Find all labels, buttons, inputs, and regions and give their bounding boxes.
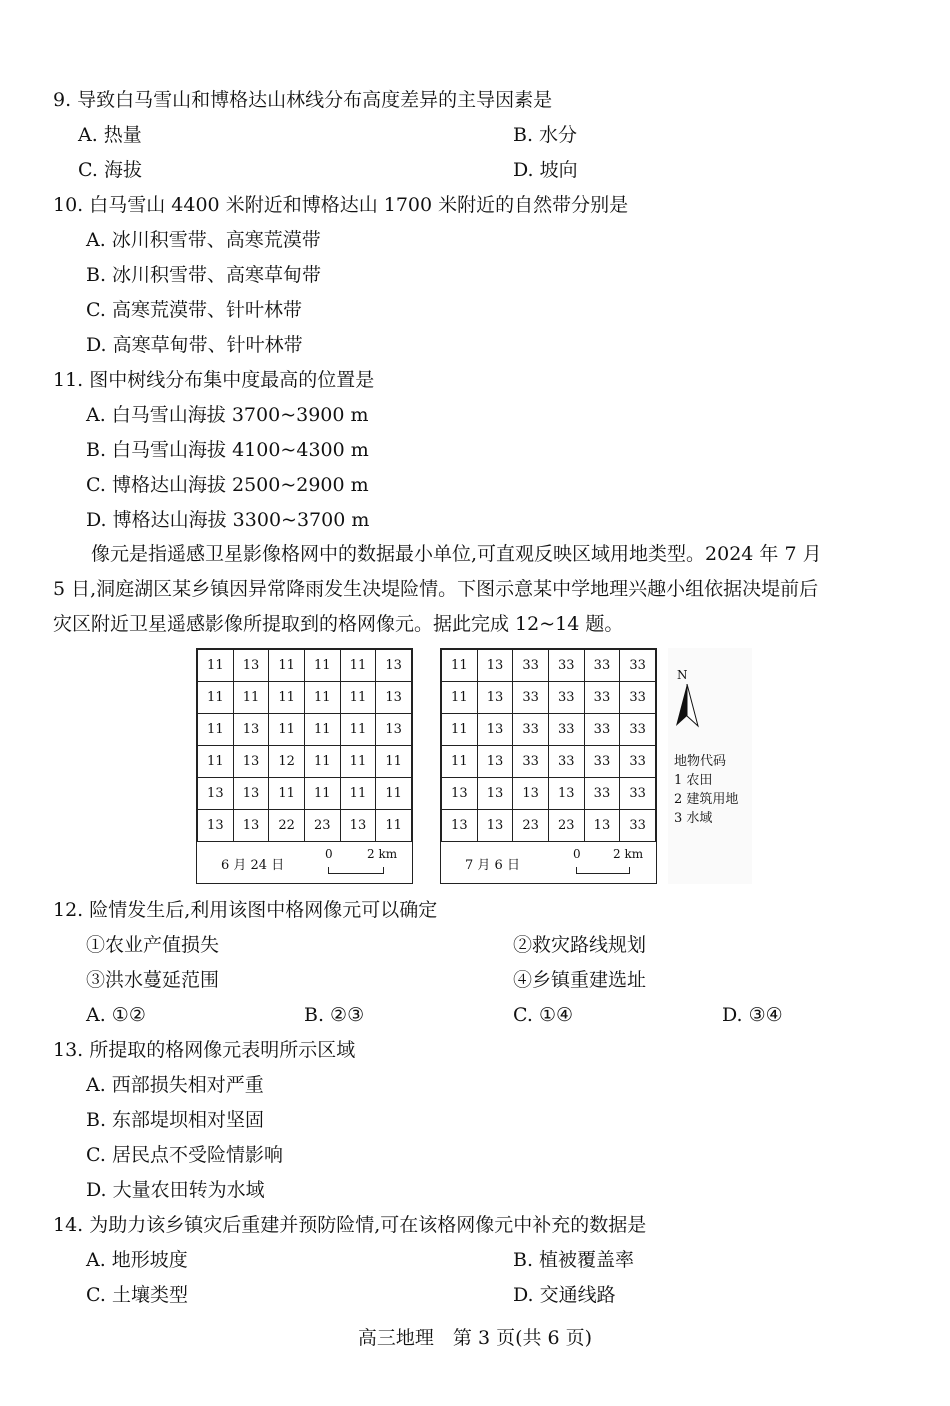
grid-after-cell-set-cell: 33 [548,682,584,714]
grid-after-cell-set-cell: 33 [513,682,549,714]
grid-after-cell-set-cell: 33 [584,746,620,778]
grid-after-cell-set-cell: 13 [442,778,478,810]
scale-zero-after: 0 [573,847,581,861]
question-9-option-b: B. 水分 [513,124,578,146]
grid-after-cell-set-cell: 13 [477,682,513,714]
grid-before-cell-set-row [198,714,412,746]
grid-after-cell-set-cell: 11 [442,650,478,682]
grid-before-cell-set-cell: 13 [376,650,412,682]
grid-after-cell-set-cell: 13 [548,778,584,810]
question-11-option-b: B. 白马雪山海拔 4100~4300 m [86,439,369,461]
date-label-after: 7 月 6 日 [465,858,520,873]
grid-before-cell-set-row [198,778,412,810]
grid-before-cell-set-cell: 13 [233,778,269,810]
grid-after-cell-set-row [442,746,656,778]
grid-before-cell-set-cell: 11 [198,682,234,714]
map-legend [668,648,752,884]
grid-before-cell-set-cell: 11 [304,778,340,810]
grid-before-cell-set-cell: 11 [376,810,412,842]
grid-before-cell-set-row [198,682,412,714]
grid-after-cell-set-cell: 11 [442,746,478,778]
question-11-stem: 11. 图中树线分布集中度最高的位置是 [53,369,375,391]
grid-before-cell-set-cell: 11 [340,714,376,746]
grid-after-cell-set-cell: 11 [442,714,478,746]
grid-after-cell-set-cell: 33 [620,650,656,682]
grid-after-cell-set-cell: 33 [584,714,620,746]
date-label-before: 6 月 24 日 [221,858,285,873]
grid-after-cell-set-cell: 33 [513,650,549,682]
grid-before-cell-set-cell: 23 [304,810,340,842]
panel-footer-after [441,843,656,883]
question-10-option-b: B. 冰川积雪带、高寒草甸带 [86,264,322,286]
question-10-stem: 10. 白马雪山 4400 米附近和博格达山 1700 米附近的自然带分别是 [53,194,629,216]
grid-before-cell-set-cell: 11 [304,746,340,778]
grid-before-cell-set-cell: 13 [198,778,234,810]
grid-before-cell-set-cell: 11 [198,650,234,682]
question-13-option-a: A. 西部损失相对严重 [86,1074,264,1096]
grid-after-cell-set-cell: 13 [477,714,513,746]
grid-after-cell-set-cell: 23 [548,810,584,842]
grid-before-cell-set-cell: 11 [304,714,340,746]
grid-before-cell-set-cell: 11 [269,778,305,810]
grid-before [197,649,412,842]
scale-bar-before [328,867,384,874]
question-12-option-b: B. ②③ [304,1004,365,1026]
grid-before-cell-set-cell: 12 [269,746,305,778]
question-13-option-d: D. 大量农田转为水域 [86,1179,265,1201]
legend-title: 地物代码 [674,754,727,769]
grid-before-cell-set-cell: 11 [304,650,340,682]
grid-before-cell-set-cell: 11 [340,746,376,778]
question-10-option-d: D. 高寒草甸带、针叶林带 [86,334,303,356]
legend-item-water: 3 水域 [674,811,713,826]
grid-after-cell-set-cell: 13 [477,810,513,842]
question-12-statement-2: ②救灾路线规划 [513,934,647,956]
grid-before-cell-set-cell: 11 [376,778,412,810]
legend-item-farmland: 1 农田 [674,773,713,788]
grid-before-cell-set-cell: 11 [340,778,376,810]
scale-zero-before: 0 [325,847,333,861]
legend-item-construction: 2 建筑用地 [674,792,739,807]
question-13-option-c: C. 居民点不受险情影响 [86,1144,283,1166]
grid-after-cell-set-row [442,682,656,714]
pixel-grid-figure [196,648,752,884]
question-14-option-a: A. 地形坡度 [86,1249,188,1271]
grid-before-cell-set-cell: 11 [198,714,234,746]
north-label: N [677,668,688,682]
grid-panel-before [196,648,413,884]
question-9-option-d: D. 坡向 [513,159,578,181]
question-9-option-a: A. 热量 [78,124,142,146]
grid-after-cell-set-cell: 33 [620,714,656,746]
question-10-option-c: C. 高寒荒漠带、针叶林带 [86,299,302,321]
grid-after-cell-set-cell: 33 [548,650,584,682]
grid-after-cell-set-cell: 33 [584,682,620,714]
grid-after-cell-set-cell: 11 [442,682,478,714]
grid-before-cell-set-cell: 13 [233,810,269,842]
grid-before-cell-set-cell: 11 [269,714,305,746]
question-12-stem: 12. 险情发生后,利用该图中格网像元可以确定 [53,899,438,921]
grid-after-cell-set-cell: 33 [513,746,549,778]
question-9-stem: 9. 导致白马雪山和博格达山林线分布高度差异的主导因素是 [53,89,553,111]
grid-before-cell-set-cell: 22 [269,810,305,842]
grid-after-cell-set-cell: 33 [548,746,584,778]
grid-before-cell-set-row [198,746,412,778]
grid-after-cell-set-row [442,810,656,842]
question-12-option-c: C. ①④ [513,1004,574,1026]
grid-after-cell-set-cell: 33 [584,650,620,682]
grid-before-cell-set-cell: 13 [233,714,269,746]
north-arrow-icon [674,684,700,728]
passage-line-2: 5 日,洞庭湖区某乡镇因异常降雨发生决堤险情。下图示意某中学地理兴趣小组依据决堤前后 [53,578,819,600]
grid-before-cell-set-cell: 11 [233,682,269,714]
grid-before-cell-set-cell: 11 [198,746,234,778]
grid-before-cell-set-cell: 13 [340,810,376,842]
question-13-stem: 13. 所提取的格网像元表明所示区域 [53,1039,356,1061]
grid-panel-after [440,648,657,884]
passage-line-3: 灾区附近卫星遥感影像所提取到的格网像元。据此完成 12~14 题。 [53,613,624,635]
grid-before-cell-set-cell: 13 [233,650,269,682]
grid-before-cell-set-cell: 13 [376,682,412,714]
grid-after-cell-set-cell: 33 [620,682,656,714]
question-14-stem: 14. 为助力该乡镇灾后重建并预防险情,可在该格网像元中补充的数据是 [53,1214,647,1236]
grid-after-cell-set-cell: 33 [513,714,549,746]
question-12-statement-1: ①农业产值损失 [86,934,220,956]
grid-before-cell-set-cell: 13 [198,810,234,842]
question-11-option-d: D. 博格达山海拔 3300~3700 m [86,509,370,531]
grid-after-cell-set-cell: 13 [513,778,549,810]
grid-after-cell-set-row [442,650,656,682]
question-14-option-d: D. 交通线路 [513,1284,616,1306]
grid-before-cell-set-row [198,810,412,842]
question-12-statement-4: ④乡镇重建选址 [513,969,647,991]
question-12-option-d: D. ③④ [722,1004,783,1026]
question-11-option-a: A. 白马雪山海拔 3700~3900 m [86,404,369,426]
grid-after-cell-set-cell: 23 [513,810,549,842]
grid-before-cell-set-cell: 11 [376,746,412,778]
grid-after-cell-set-cell: 33 [548,714,584,746]
grid-after-cell-set-cell: 13 [477,746,513,778]
grid-after-cell-set-cell: 33 [620,778,656,810]
grid-after-cell-set-cell: 33 [620,810,656,842]
question-14-option-c: C. 土壤类型 [86,1284,188,1306]
question-12-statement-3: ③洪水蔓延范围 [86,969,220,991]
passage-line-1: 像元是指遥感卫星影像格网中的数据最小单位,可直观反映区域用地类型。2024 年 7 月 [91,543,822,565]
grid-before-cell-set-cell: 11 [269,682,305,714]
scale-bar-after [576,867,630,874]
question-13-option-b: B. 东部堤坝相对坚固 [86,1109,265,1131]
grid-before-cell-set-cell: 13 [233,746,269,778]
grid-after-cell-set-cell: 33 [620,746,656,778]
grid-after-cell-set-cell: 13 [584,810,620,842]
panel-footer-before [197,843,412,883]
grid-before-cell-set-row [198,650,412,682]
scale-km-before: 2 km [367,847,398,861]
grid-before-cell-set-cell: 11 [269,650,305,682]
grid-after-cell-set-row [442,714,656,746]
question-14-option-b: B. 植被覆盖率 [513,1249,635,1271]
question-11-option-c: C. 博格达山海拔 2500~2900 m [86,474,369,496]
grid-after [441,649,656,842]
grid-after-cell-set-cell: 13 [477,650,513,682]
grid-before-cell-set-cell: 11 [304,682,340,714]
grid-before-cell-set-cell: 11 [340,682,376,714]
grid-after-cell-set-row [442,778,656,810]
grid-after-cell-set-cell: 33 [584,778,620,810]
question-10-option-a: A. 冰川积雪带、高寒荒漠带 [86,229,321,251]
passage [53,537,898,642]
page-footer: 高三地理 第 3 页(共 6 页) [357,1327,593,1349]
question-12-option-a: A. ①② [86,1004,146,1026]
grid-before-cell-set-cell: 11 [340,650,376,682]
grid-before-cell-set-cell: 13 [376,714,412,746]
grid-after-cell-set-cell: 13 [442,810,478,842]
grid-after-cell-set-cell: 13 [477,778,513,810]
question-9-option-c: C. 海拔 [78,159,142,181]
scale-km-after: 2 km [613,847,644,861]
